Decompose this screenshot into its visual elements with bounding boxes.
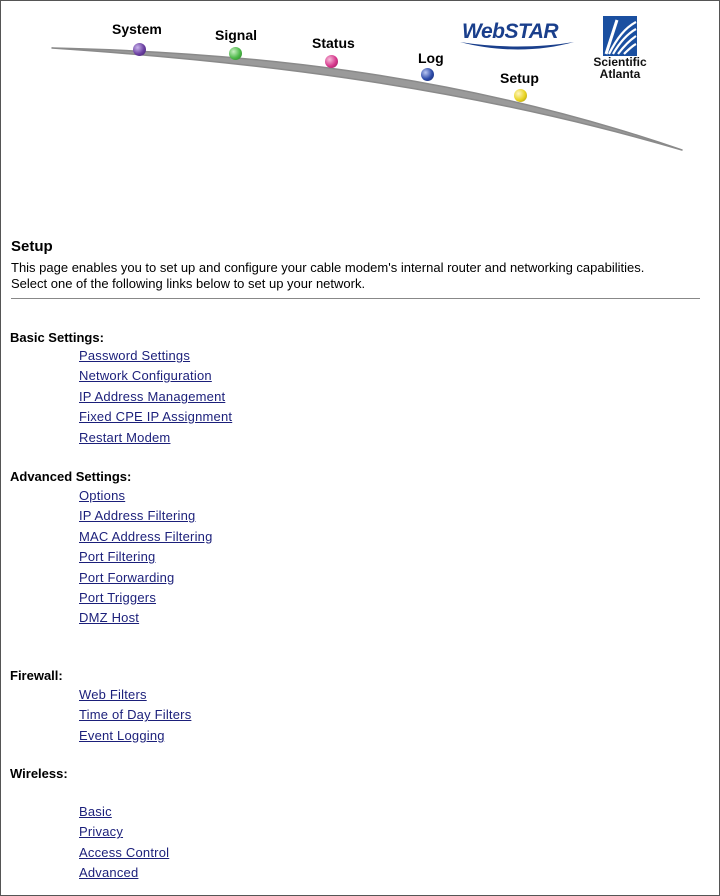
list-item: [79, 608, 213, 628]
advanced-settings-links: [79, 486, 213, 629]
list-item: [79, 843, 169, 863]
wireless-links: [79, 802, 169, 884]
basic-settings-heading: Basic Settings:: [10, 330, 104, 345]
nav-setup-dot[interactable]: [514, 89, 527, 102]
list-item: [79, 863, 169, 883]
wireless-access-control-link[interactable]: Access Control: [79, 844, 170, 860]
network-configuration-link[interactable]: Network Configuration: [79, 368, 212, 384]
nav-system-link[interactable]: System: [112, 21, 162, 37]
nav-signal-link[interactable]: Signal: [215, 27, 258, 43]
list-item: [79, 527, 213, 547]
dmz-host-link[interactable]: DMZ Host: [79, 610, 140, 626]
list-item: [79, 486, 213, 506]
options-link[interactable]: Options: [79, 488, 126, 503]
webstar-logo-text: WebSTAR: [462, 20, 559, 43]
firewall-links: [79, 685, 191, 746]
advanced-settings-heading: Advanced Settings:: [10, 469, 132, 484]
port-filtering-link[interactable]: Port Filtering: [79, 549, 156, 565]
web-filters-link[interactable]: Web Filters: [79, 687, 147, 702]
list-item: [79, 705, 191, 725]
ip-address-management-link[interactable]: IP Address Management: [79, 388, 226, 404]
port-triggers-link[interactable]: Port Triggers: [79, 589, 157, 605]
list-item: [79, 428, 232, 448]
page-title: Setup: [11, 238, 53, 255]
list-item: [79, 588, 213, 608]
list-item: [79, 568, 213, 588]
intro-line-1: This page enables you to set up and configure your cable modem's internal router and networking capabilities.: [11, 260, 645, 275]
wireless-advanced-link[interactable]: Advanced: [79, 865, 139, 881]
list-item: [79, 802, 169, 822]
list-item: [79, 726, 191, 746]
list-item: [79, 685, 191, 705]
webstar-swoosh-icon: [458, 40, 576, 52]
mac-address-filtering-link[interactable]: MAC Address Filtering: [79, 528, 213, 544]
scientific-atlanta-mark-icon: [603, 16, 637, 56]
page-intro: [11, 260, 711, 292]
nav-setup-link[interactable]: Setup: [500, 70, 539, 86]
wireless-heading: Wireless:: [10, 766, 68, 781]
fixed-cpe-ip-assignment-link[interactable]: Fixed CPE IP Assignment: [79, 409, 233, 425]
list-item: [79, 346, 232, 366]
intro-line-2: Select one of the following links below to set up your network.: [11, 276, 366, 291]
nav-signal-dot[interactable]: [229, 47, 242, 60]
list-item: [79, 366, 232, 386]
nav-status-link[interactable]: Status: [312, 35, 355, 51]
nav-status-dot[interactable]: [325, 55, 338, 68]
scientific-atlanta-logo: [590, 16, 650, 80]
list-item: [79, 547, 213, 567]
nav-log-dot[interactable]: [421, 68, 434, 81]
event-logging-link[interactable]: Event Logging: [79, 727, 165, 743]
ip-address-filtering-link[interactable]: IP Address Filtering: [79, 508, 196, 524]
list-item: [79, 506, 213, 526]
time-of-day-filters-link[interactable]: Time of Day Filters: [79, 707, 192, 723]
brand-line-1: Scientific: [593, 55, 647, 69]
firewall-heading: Firewall:: [10, 668, 63, 683]
restart-modem-link[interactable]: Restart Modem: [79, 429, 171, 445]
password-settings-link[interactable]: Password Settings: [79, 348, 191, 363]
wireless-basic-link[interactable]: Basic: [79, 804, 112, 819]
brand-line-2: Atlanta: [599, 67, 641, 81]
wireless-privacy-link[interactable]: Privacy: [79, 824, 124, 840]
header-banner: [0, 0, 720, 200]
list-item: [79, 407, 232, 427]
list-item: [79, 387, 232, 407]
port-forwarding-link[interactable]: Port Forwarding: [79, 569, 175, 585]
nav-system-dot[interactable]: [133, 43, 146, 56]
divider: [11, 298, 700, 299]
basic-settings-links: [79, 346, 232, 448]
nav-log-link[interactable]: Log: [418, 50, 444, 66]
list-item: [79, 822, 169, 842]
webstar-logo: [462, 20, 558, 44]
